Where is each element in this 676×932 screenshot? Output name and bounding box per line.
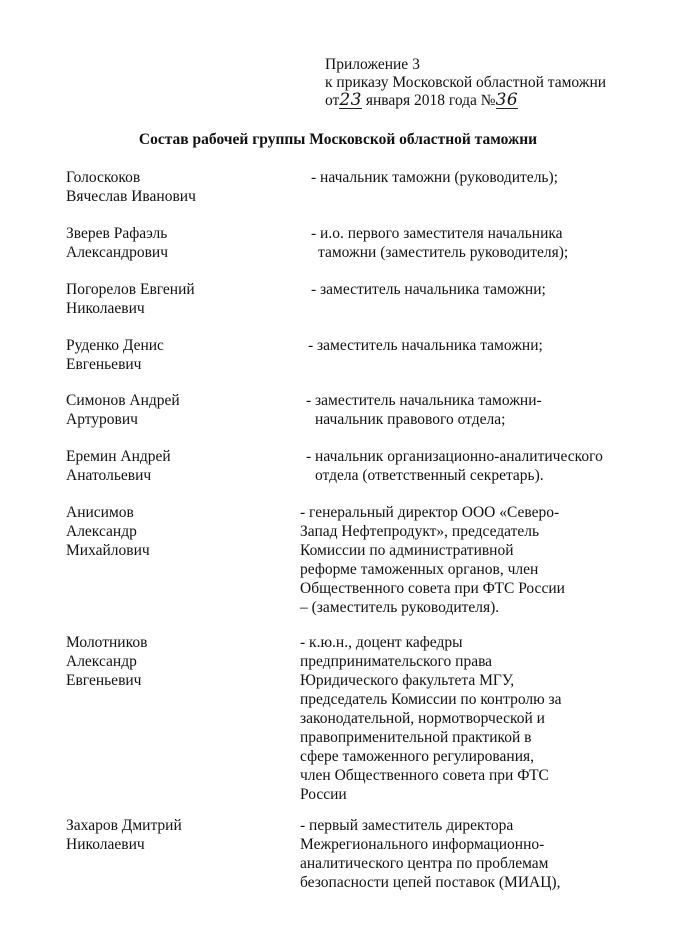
member-role [306, 447, 646, 485]
member-role-line: член Общественного совета при ФТС [300, 767, 549, 784]
member-name [66, 633, 296, 690]
member-role-line: Межрегионального информационно- [300, 836, 545, 853]
member-role-line: – (заместитель руководителя). [300, 599, 500, 616]
member-name-line: Погорелов Евгений [66, 281, 195, 298]
member-role-line: предпринимательского права [300, 653, 493, 670]
member-role [308, 336, 648, 355]
member-role-line: аналитического центра по проблемам [300, 855, 549, 872]
member-role-line: - заместитель начальника таможни- [306, 392, 542, 409]
member-role [300, 633, 640, 804]
member-name [66, 336, 296, 374]
member-role-line: - начальник таможни (руководитель); [311, 169, 558, 186]
document-title: Состав рабочей группы Московской областной таможни [138, 131, 538, 148]
member-name-line: Симонов Андрей [66, 392, 180, 409]
member-role-line: - генеральный директор ООО «Северо- [300, 504, 560, 521]
member-name-line: Николаевич [66, 300, 145, 317]
member-name [66, 168, 296, 206]
member-name [66, 391, 296, 429]
member-role [311, 224, 651, 262]
date-prefix: от [325, 92, 340, 109]
member-name-line: Зверев Рафаэль [66, 225, 168, 242]
appendix-order-ref: к приказу Московской областной таможни [325, 74, 607, 91]
member-name-line: Голоскоков [66, 169, 141, 186]
member-role-line: председатель Комиссии по контролю за [300, 691, 562, 708]
member-role-line: - первый заместитель директора [300, 817, 514, 834]
member-role-line: отдела (ответственный секретарь). [315, 467, 544, 484]
member-name-line: Вячеслав Иванович [66, 188, 196, 205]
member-role-line: - заместитель начальника таможни; [308, 337, 543, 354]
member-name-line: Михайлович [66, 542, 150, 559]
member-role-line: России [300, 786, 347, 803]
member-name [66, 816, 296, 854]
member-role [311, 168, 651, 187]
member-role-line: безопасности цепей поставок (МИАЦ), [300, 874, 561, 891]
member-role [311, 280, 651, 299]
appendix-header [325, 56, 665, 110]
member-role-line: Запад Нефтепродукт», председатель [300, 523, 540, 540]
member-role [300, 503, 640, 617]
member-role-line: Юридического факультета МГУ, [300, 672, 515, 689]
member-role-line: правоприменительной практикой в [300, 729, 532, 746]
handwritten-number: 36 [495, 90, 519, 110]
member-name-line: Артурович [66, 411, 138, 428]
date-middle: января 2018 года № [361, 92, 496, 109]
member-role [300, 816, 640, 892]
member-name [66, 447, 296, 485]
member-name-line: Николаевич [66, 836, 145, 853]
member-role-line: - и.о. первого заместителя начальника [311, 225, 563, 242]
member-name [66, 503, 296, 560]
member-role-line: таможни (заместитель руководителя); [318, 244, 569, 261]
member-role-line: - заместитель начальника таможни; [311, 281, 546, 298]
member-name [66, 280, 296, 318]
member-name [66, 224, 296, 262]
handwritten-day: 23 [339, 90, 362, 110]
member-role-line: Комиссии по административной [300, 542, 514, 559]
member-role-line: начальник правового отдела; [315, 411, 506, 428]
appendix-number: Приложение 3 [325, 56, 420, 73]
member-role [306, 391, 646, 429]
member-name-line: Руденко Денис [66, 337, 164, 354]
member-role-line: - к.ю.н., доцент кафедры [300, 634, 463, 651]
member-name-line: Анисимов [66, 504, 134, 521]
appendix-date-line [325, 92, 665, 110]
member-name-line: Александр [66, 653, 137, 670]
member-name-line: Александрович [66, 244, 168, 261]
member-role-line: Общественного совета при ФТС России [300, 580, 565, 597]
member-name-line: Еремин Андрей [66, 448, 171, 465]
member-name-line: Евгеньевич [66, 672, 142, 689]
member-role-line: реформе таможенных органов, член [300, 561, 539, 578]
member-name-line: Александр [66, 523, 137, 540]
member-name-line: Захаров Дмитрий [66, 817, 182, 834]
member-role-line: - начальник организационно-аналитического [306, 448, 603, 465]
member-name-line: Анатольевич [66, 467, 152, 484]
member-name-line: Евгеньевич [66, 356, 142, 373]
member-name-line: Молотников [66, 634, 148, 651]
member-role-line: законодательной, нормотворческой и [300, 710, 545, 727]
member-role-line: сфере таможенного регулирования, [300, 748, 535, 765]
